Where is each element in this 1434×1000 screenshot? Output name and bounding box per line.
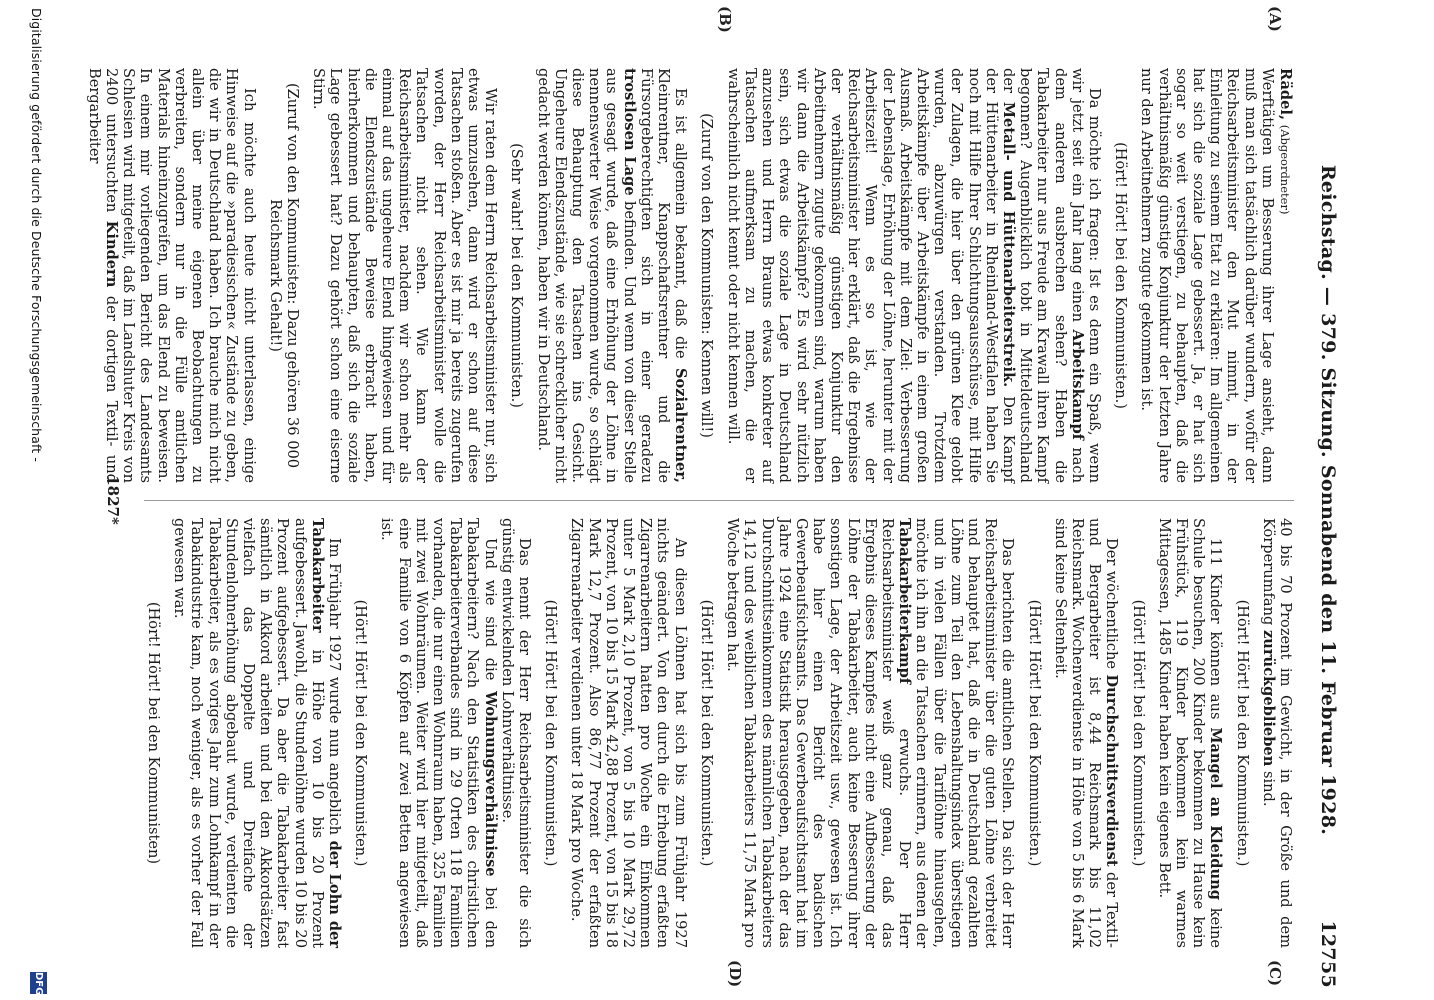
interjection: (Hört! Hört! bei den Kommunisten.)	[697, 599, 715, 867]
emphasis: Durchschnittsverdienst	[1103, 674, 1121, 867]
interjection: (Hört! Hört! bei den Kommunisten.)	[542, 599, 560, 867]
interjection: (Hört! Hört! bei den Kommunisten.)	[1025, 599, 1043, 867]
header-title: Reichstag. — 379. Sitzung. Sonnabend den 11. Februar 1928.	[1317, 164, 1339, 836]
margin-marker-c: (C)	[1266, 960, 1284, 987]
paragraph: Das nennt der Herr Reichsarbeitsminister die sich günstig entwickelnden Lohnverhältnisse.	[498, 518, 534, 948]
emphasis: Tabakarbeiterkampf	[896, 518, 914, 685]
paragraph: An diesen Löhnen hat sich bis zum Frühjahr 1927 nichts geändert. Von den durch die Erhebung erfaßten Zigarrenarbeitern hatten pro Woche ein Einkommen unter 5 Mark 2,10 Prozent, von 5 bis 10 Mark 29,72 Prozent, von 10 bis 15 Mark 42,88 Prozent, von 15 bis 18 Mark 12,7 Prozent. Also 86,77 Prozent der erfaßten Zigarrenarbeiter verdienen unter 18 Mark pro Woche.	[568, 518, 689, 948]
emphasis: der Lohn der Tabakarbeiter	[308, 518, 344, 948]
paragraph: Werftätigen um Besserung ihrer Lage ansieht, dann muß man sich tatsächlich darüber wundern, wofür der Reichsarbeitsminister den Mut nimmt, in der Einleitung zu seinem Etat zu erklären: Im allgemeinen hat sich die soziale Lage gebessert. Ja, er hat sich sogar so weit verstiegen, zu behaupten, daß die verhältnismäßig günstige Konjunktur der letzten Jahre nur den Arbeitnehmern zugute gekommen ist.	[1138, 68, 1276, 483]
interjection: (Hört! Hört! bei den Kommunisten.)	[1129, 599, 1147, 867]
digitization-credit	[25, 0, 47, 1000]
paragraph: 40 bis 70 Prozent im Gewicht, in der Größe und dem Körperumfang zurückgeblieben sind.	[1259, 518, 1294, 948]
column-divider	[144, 500, 1294, 501]
right-column	[144, 518, 1294, 948]
emphasis: Arbeitskampf	[1068, 329, 1086, 440]
emphasis: zurückgeblieben	[1259, 629, 1277, 767]
paragraph: Es ist allgemein bekannt, daß die Sozialrentner, Kleinrentner, Knappschaftsrentner und die Fürsorgeberechtigten sich in einer geradezu trostlosen Lage befinden. Und wenn von dieser Stelle aus gesagt wurde, daß eine Erhöhung der Löhne in nennenswerter Weise vorgenommen wurde, so schlägt diese Behauptung den Tatsachen ins Gesicht. Ungeheure Elendszustände, wie sie schrecklicher nicht gedacht werden können, haben wir in Deutschland.	[534, 68, 690, 483]
emphasis: Kindern	[103, 220, 120, 288]
page-number: 12755	[1317, 920, 1339, 988]
credit-text: Digitalisierung gefördert durch die Deutsche Forschungsgemeinschaft -	[29, 8, 44, 462]
speaker-line: Rädel, (Abgeordneter)	[1277, 68, 1294, 215]
paragraph: Wir raten dem Herrn Reichsarbeitsminister nur, sich etwas umzusehen, dann wird er schon auf diese Tatsachen stoßen. Aber es ist mir ja bereits zugerufen worden, der Herr Reichsarbeitsminister wolle die Tatsachen nicht sehen. Wie kann der Reichsarbeitsminister, nachdem wir schon mehr als einmal auf das ungeheure Elend hingewiesen und für die Elendszustände Beweise erbracht haben, hierherkommen und behaupten, daß sich die soziale Lage gebessert hat? Dazu gehört schon eine eiserne Stirn.	[310, 68, 500, 483]
interjection: (Zuruf von den Kommunisten: Dazu gehören 36 000 Reichsmark Gehalt!)	[266, 82, 302, 469]
emphasis: Wohnungsverhältnisse	[481, 691, 499, 877]
interjection: (Sehr wahr! bei den Kommunisten.)	[508, 143, 526, 408]
paragraph: Und wie sind die Wohnungsverhältnisse bei den Tabakarbeitern? Nach den Statistiken des christlichen Tabakarbeiterverbandes sind in 29 Orten 118 Familien vorhanden, die nur einen Wohnraum haben, 325 Familien mit zwei Wohnräumen. Weiter wird hier mitgeteilt, daß eine Familie von 6 Köpfen auf zwei Betten angewiesen ist.	[378, 518, 499, 948]
speaker-role: Abgeordneter	[1278, 129, 1292, 210]
emphasis: Metall- und Hüttenarbeiterstreik.	[999, 101, 1017, 388]
interjection: (Hört! Hört! bei den Kommunisten)	[145, 601, 163, 865]
emphasis: trostlosen Lage	[620, 68, 638, 196]
emphasis: Mangel an Kleidung	[1207, 727, 1225, 900]
paragraph: Ich möchte auch heute nicht unterlassen, einige Hinweise auf die »paradiesischen« Zustände zu geben, die wir in Deutschland haben. Ich brauche mich nicht allein über meine eigenen Beobachtungen zu verbreiten, sondern nur in die Fülle amtlichen Materials hineinzugreifen, um das Elend zu beweisen. In einem mir vorliegenden Bericht des Landesamts Schlesien wird mitgeteilt, daß im Landshuter Kreis von 2400 untersuchten Kindern der dortigen Textil- und Bergarbeiter	[85, 68, 258, 483]
emphasis: Sozialrentner,	[672, 367, 690, 483]
paragraph: 111 Kinder können aus Mangel an Kleidung keine Schule besuchen, 200 Kinder bekommen zu Hause kein Frühstück, 119 Kinder bekommen kein warmes Mittagessen, 1485 Kinder haben kein eigenes Bett.	[1155, 518, 1225, 949]
paragraph: Im Frühjahr 1927 wurde nun angeblich der Lohn der Tabakarbeiter in Höhe von 10 bis 20 Prozent aufgebessert. Jawohl, die Stundenlöhne wurden 10 bis 20 Prozent aufgebessert. Da aber die Tabakarbeiter fast sämtlich in Akkord arbeiten und bei den Akkordsätzen vielfach das Doppelte und Dreifache der Stundenlohnerhöhung abgebaut wurde, verdienten die Tabakarbeiter, als es voriges Jahr zum Lohnkampf in der Tabakindustrie kam, noch weniger, als es vorher der Fall gewesen war.	[171, 518, 344, 948]
interjection: (Hört! Hört! bei den Kommunisten.)	[1233, 599, 1251, 867]
paragraph: Das berichten die amtlichen Stellen. Da sich der Herr Reichsarbeitsminister über die guten Löhne verbreitet und behauptet hat, daß die in Deutschland gezahlten Löhne zum Teil den Lebenshaltungsindex überstiegen und in vielen Fällen über die Tariflöhne hinausgehen, möchte ich ihn an die Tatsachen erinnern, aus denen der Tabakarbeiterkampf erwuchs. Der Herr Reichsarbeitsminister weiß ganz genau, daß das Ergebnis dieses Kampfes nicht eine Aufbesserung der Löhne der Tabakarbeiter, auch keine Besserung ihrer sonstigen Lage, der Arbeitszeit usw., gewesen ist. Ich habe hier einen Bericht des badischen Gewerbeaufsichtsamts. Das Gewerbeaufsichtsamt hat im Jahre 1924 eine Statistik herausgegeben, nach der das Durchschnittseinkommen des männlichen Tabakarbeiters 14,12 und des weiblichen Tabakarbeiters 11,75 Mark pro Woche betragen hat.	[724, 518, 1017, 948]
interjection: (Hört! Hört! bei den Kommunisten.)	[352, 599, 370, 867]
paragraph: Der wöchentliche Durchschnittsverdienst der Textil- und Bergarbeiter ist 8,44 Reichsmark bis 11,02 Reichsmark. Wochenverdienste in Höhe von 5 bis 6 Mark sind keine Seltenheit.	[1051, 518, 1121, 948]
dfg-logo-icon: DFG	[30, 972, 47, 994]
margin-marker-d: (D)	[726, 960, 744, 988]
page-header	[1299, 0, 1339, 1000]
interjection: (Hört! Hört! bei den Kommunisten.)	[1112, 142, 1130, 409]
interjection: (Zuruf von den Kommunisten: Kennen will!)	[698, 113, 716, 438]
margin-marker-b: (B)	[716, 6, 734, 33]
paragraph: Da möchte ich fragen: Ist es denn ein Spaß, wenn wir jetzt seit ein Jahr lang einen Arbeitskampf nach dem anderen ausbrechen sehen? Haben die Tabakarbeiter nur aus Freude am Krawall ihren Kampf begonnen? Augenblicklich tobt in Mitteldeutschland der Metall- und Hüttenarbeiterstreik. Den Kampf der Hüttenarbeiter in Rheinland-Westfalen haben Sie noch mit Hilfe Ihrer Schlichtungsausschüsse, mit Hilfe der Zulagen, die hier über den grünen Klee gelobt wurden, abzuwürgen verstanden. Trotzdem Arbeitskämpfe über Arbeitskämpfe in einem großen Ausmaß. Arbeitskämpfe mit dem Ziel: Verbesserung der Lebenslage, Erhöhung der Löhne, herunter mit der Arbeitszeit! Wenn es so ist, wie der Reichsarbeitsminister hier erklärt, daß die Ergebnisse der verhältnismäßig günstigen Konjunktur den Arbeitnehmern zugute gekommen sind, warum haben wir dann die Arbeitskämpfe? Es wird sehr nützlich sein, sich etwas die soziale Lage in Deutschland anzusehen und Herrn Brauns etwas konkreter auf Tatsachen aufmerksam zu machen, die er wahrscheinlich nicht kennt oder nicht kennen will.	[724, 68, 1103, 483]
margin-marker-a: (A)	[1266, 6, 1284, 32]
speaker-name: Rädel,	[1277, 68, 1294, 121]
left-column	[85, 68, 1294, 483]
sheet-number: 1827*	[104, 475, 122, 525]
